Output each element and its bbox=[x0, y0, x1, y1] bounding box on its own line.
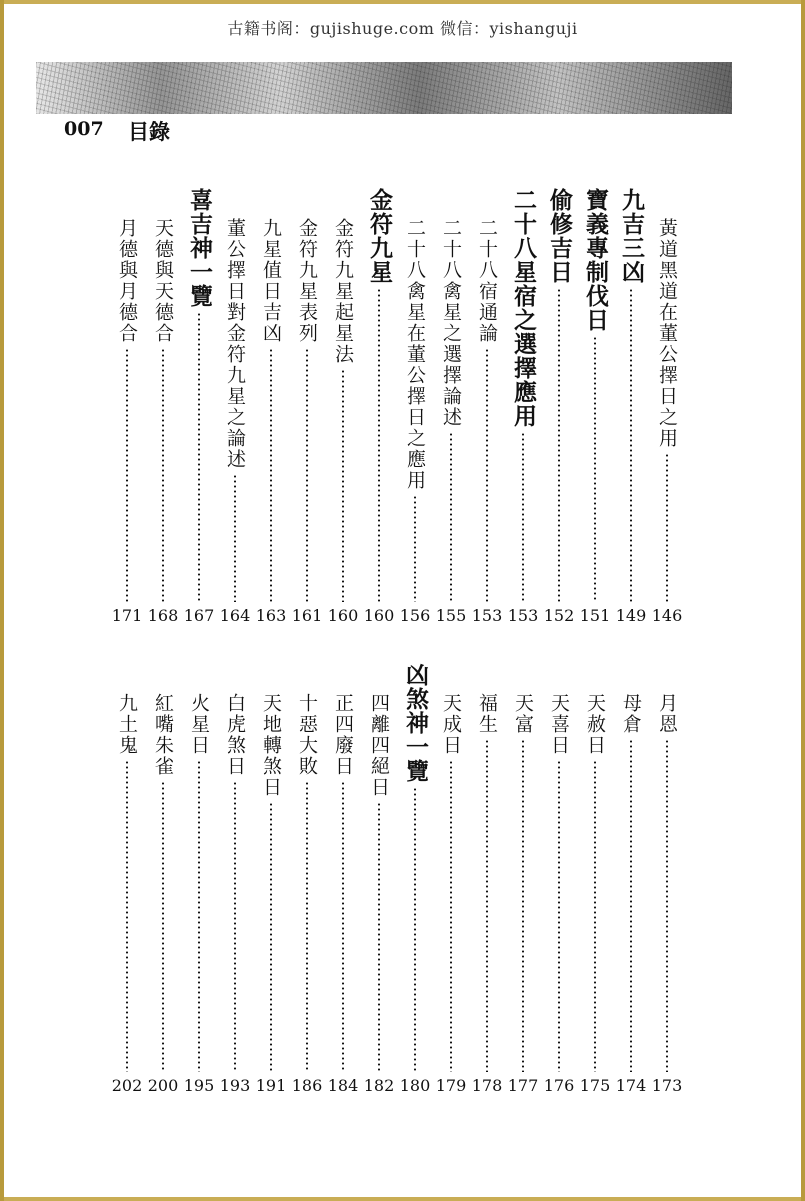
toc-entry-page: 161 bbox=[291, 606, 323, 625]
dot-leader bbox=[162, 348, 164, 602]
dot-leader bbox=[558, 760, 560, 1072]
toc-entry-page: 152 bbox=[543, 606, 575, 625]
toc-entry-page: 195 bbox=[183, 1076, 215, 1095]
toc-entry bbox=[256, 693, 286, 1095]
toc-entry-title: 月恩 bbox=[656, 693, 678, 735]
toc-entry bbox=[328, 218, 358, 625]
toc-entry-page: 160 bbox=[363, 606, 395, 625]
dot-leader bbox=[630, 739, 632, 1072]
page-title: 目錄 bbox=[128, 119, 170, 144]
toc-entry-title: 偷修吉日 bbox=[546, 188, 573, 284]
toc-entry bbox=[256, 218, 286, 625]
toc-entry-title: 寶義專制伐日 bbox=[582, 188, 609, 332]
dot-leader bbox=[306, 781, 308, 1072]
toc-entry bbox=[184, 693, 214, 1095]
toc-entry-page: 175 bbox=[579, 1076, 611, 1095]
toc-entry bbox=[616, 188, 646, 625]
toc-entry-title: 四離四絕日 bbox=[368, 693, 390, 798]
toc-entry-page: 164 bbox=[219, 606, 251, 625]
dot-leader bbox=[126, 348, 128, 602]
toc-entry-page: 176 bbox=[543, 1076, 575, 1095]
toc-entry bbox=[616, 693, 646, 1095]
toc-entry bbox=[184, 188, 214, 625]
toc-entry-page: 177 bbox=[507, 1076, 539, 1095]
toc-entry-page: 179 bbox=[435, 1076, 467, 1095]
dot-leader bbox=[198, 760, 200, 1072]
toc-entry-title: 金符九星 bbox=[366, 188, 393, 284]
toc-entry-title: 天赦日 bbox=[584, 693, 606, 756]
dot-leader bbox=[234, 781, 236, 1072]
toc-entry bbox=[148, 693, 178, 1095]
toc-entry bbox=[436, 693, 466, 1095]
watermark-text: 古籍书阁：gujishuge.com 微信：yishanguji bbox=[227, 19, 578, 38]
page-frame-left bbox=[0, 0, 4, 1201]
toc-entry-title: 二十八宿通論 bbox=[476, 218, 498, 344]
toc-entry-title: 白虎煞日 bbox=[224, 693, 246, 777]
toc-entry bbox=[328, 693, 358, 1095]
toc-entry-title: 火星日 bbox=[188, 693, 210, 756]
toc-entry bbox=[508, 188, 538, 625]
toc-entry-title: 正四廢日 bbox=[332, 693, 354, 777]
toc-entry-title: 天成日 bbox=[440, 693, 462, 756]
toc-entry-title: 天德與天德合 bbox=[152, 218, 174, 344]
dot-leader bbox=[486, 739, 488, 1072]
toc-entry-title: 月德與月德合 bbox=[116, 218, 138, 344]
toc-entry-page: 160 bbox=[327, 606, 359, 625]
toc-entry-page: 155 bbox=[435, 606, 467, 625]
toc-entry bbox=[148, 218, 178, 625]
toc-entry-title: 天地轉煞日 bbox=[260, 693, 282, 798]
toc-entry-page: 184 bbox=[327, 1076, 359, 1095]
toc-entry-page: 202 bbox=[111, 1076, 143, 1095]
toc-entry-page: 149 bbox=[615, 606, 647, 625]
toc-entry bbox=[364, 693, 394, 1095]
toc-entry bbox=[580, 188, 610, 625]
dot-leader bbox=[198, 312, 200, 602]
toc-entry bbox=[472, 218, 502, 625]
dot-leader bbox=[666, 739, 668, 1072]
page-number: 007 bbox=[64, 118, 104, 140]
toc-entry-title: 天富 bbox=[512, 693, 534, 735]
dot-leader bbox=[270, 802, 272, 1072]
toc-entry-title: 福生 bbox=[476, 693, 498, 735]
dot-leader bbox=[594, 336, 596, 602]
dot-leader bbox=[450, 432, 452, 602]
dot-leader bbox=[522, 432, 524, 602]
toc-entry bbox=[652, 218, 682, 625]
toc-entry bbox=[544, 188, 574, 625]
dot-leader bbox=[162, 781, 164, 1072]
dot-leader bbox=[630, 288, 632, 602]
dot-leader bbox=[486, 348, 488, 602]
toc-entry bbox=[112, 218, 142, 625]
toc-entry-title: 喜吉神一覽 bbox=[186, 188, 213, 308]
dot-leader bbox=[594, 760, 596, 1072]
dot-leader bbox=[414, 787, 416, 1072]
toc-entry-page: 174 bbox=[615, 1076, 647, 1095]
toc-entry bbox=[112, 693, 142, 1095]
toc-entry-title: 二十八星宿之選擇應用 bbox=[510, 188, 537, 428]
dot-leader bbox=[450, 760, 452, 1072]
toc-entry-title: 金符九星起星法 bbox=[332, 218, 354, 365]
toc-entry-title: 九星值日吉凶 bbox=[260, 218, 282, 344]
toc-entry bbox=[400, 218, 430, 625]
toc-entry bbox=[364, 188, 394, 625]
dot-leader bbox=[558, 288, 560, 602]
dot-leader bbox=[666, 453, 668, 602]
toc-entry-title: 天喜日 bbox=[548, 693, 570, 756]
dot-leader bbox=[126, 760, 128, 1072]
toc-entry-page: 173 bbox=[651, 1076, 683, 1095]
toc-entry-page: 182 bbox=[363, 1076, 395, 1095]
toc-entry-title: 凶煞神一覽 bbox=[402, 663, 429, 783]
toc-entry-page: 178 bbox=[471, 1076, 503, 1095]
toc-entry-title: 母倉 bbox=[620, 693, 642, 735]
toc-entry-title: 董公擇日對金符九星之論述 bbox=[224, 218, 246, 470]
toc-entry-title: 九土鬼 bbox=[116, 693, 138, 756]
toc-entry bbox=[652, 693, 682, 1095]
toc-entry bbox=[292, 693, 322, 1095]
dot-leader bbox=[306, 348, 308, 602]
toc-entry-title: 紅嘴朱雀 bbox=[152, 693, 174, 777]
toc-entry bbox=[580, 693, 610, 1095]
dot-leader bbox=[378, 288, 380, 602]
dot-leader bbox=[270, 348, 272, 602]
dot-leader bbox=[414, 495, 416, 602]
dot-leader bbox=[234, 474, 236, 602]
toc-entry-page: 171 bbox=[111, 606, 143, 625]
toc-entry-page: 156 bbox=[399, 606, 431, 625]
toc-entry-page: 151 bbox=[579, 606, 611, 625]
toc-entry-title: 黃道黑道在董公擇日之用 bbox=[656, 218, 678, 449]
toc-entry-title: 九吉三凶 bbox=[618, 188, 645, 284]
page-frame-right bbox=[801, 0, 805, 1201]
dot-leader bbox=[342, 369, 344, 602]
toc-entry bbox=[436, 218, 466, 625]
toc-entry-page: 167 bbox=[183, 606, 215, 625]
toc-entry bbox=[220, 693, 250, 1095]
toc-entry-page: 163 bbox=[255, 606, 287, 625]
toc-entry-page: 193 bbox=[219, 1076, 251, 1095]
decorative-banner bbox=[36, 62, 732, 114]
toc-entry bbox=[292, 218, 322, 625]
toc-entry-title: 二十八禽星之選擇論述 bbox=[440, 218, 462, 428]
toc-entry-title: 金符九星表列 bbox=[296, 218, 318, 344]
page-frame-top bbox=[0, 0, 805, 4]
toc-entry-page: 153 bbox=[507, 606, 539, 625]
toc-entry-page: 168 bbox=[147, 606, 179, 625]
toc-entry-page: 153 bbox=[471, 606, 503, 625]
toc-entry-page: 200 bbox=[147, 1076, 179, 1095]
toc-entry-page: 180 bbox=[399, 1076, 431, 1095]
toc-entry-page: 191 bbox=[255, 1076, 287, 1095]
toc-entry bbox=[472, 693, 502, 1095]
dot-leader bbox=[378, 802, 380, 1072]
toc-entry bbox=[220, 218, 250, 625]
dot-leader bbox=[342, 781, 344, 1072]
toc-entry-title: 二十八禽星在董公擇日之應用 bbox=[404, 218, 426, 491]
toc-entry bbox=[508, 693, 538, 1095]
toc-entry-page: 186 bbox=[291, 1076, 323, 1095]
page-frame-bottom bbox=[0, 1197, 805, 1201]
toc-entry bbox=[544, 693, 574, 1095]
toc-entry-page: 146 bbox=[651, 606, 683, 625]
dot-leader bbox=[522, 739, 524, 1072]
toc-entry-title: 十惡大敗 bbox=[296, 693, 318, 777]
toc-entry bbox=[400, 663, 430, 1095]
